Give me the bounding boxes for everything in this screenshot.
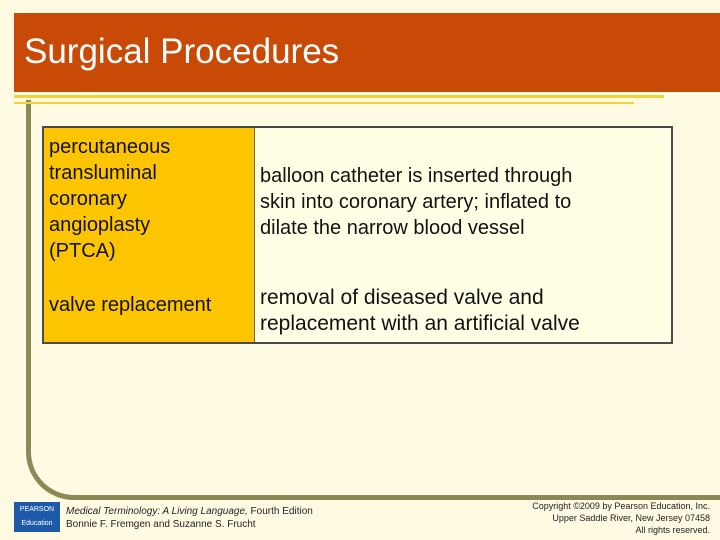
copyright-line-1: Copyright ©2009 by Pearson Education, Inc. <box>532 501 710 511</box>
frame-bottom-curve <box>26 380 720 500</box>
logo-text-pearson: PEARSON <box>19 506 55 513</box>
term-cell-ptca: percutaneous transluminal coronary angioplasty (PTCA) <box>49 136 171 262</box>
title-underline <box>14 95 664 98</box>
book-edition: Fourth Edition <box>247 506 313 517</box>
title-underline-secondary <box>14 102 634 104</box>
slide-title: Surgical Procedures <box>24 32 340 71</box>
copyright-line-3: All rights reserved. <box>635 525 710 535</box>
book-citation <box>66 505 313 531</box>
pearson-logo <box>14 502 60 532</box>
copyright-notice <box>532 500 710 536</box>
logo-text-education: Education <box>21 520 53 527</box>
definition-cell-valve-replacement: removal of diseased valve and replacement with an artificial valve <box>260 286 580 335</box>
definition-cell-ptca: balloon catheter is inserted through skin into coronary artery; inflated to dilate the narrow blood vessel <box>260 165 573 239</box>
column-divider <box>254 128 255 342</box>
book-title: Medical Terminology: A Living Language, <box>66 506 248 517</box>
procedures-table <box>42 126 673 344</box>
term-cell-valve-replacement: valve replacement <box>49 294 212 316</box>
book-authors: Bonnie F. Fremgen and Suzanne S. Frucht <box>66 519 256 530</box>
copyright-line-2: Upper Saddle River, New Jersey 07458 <box>552 513 710 523</box>
